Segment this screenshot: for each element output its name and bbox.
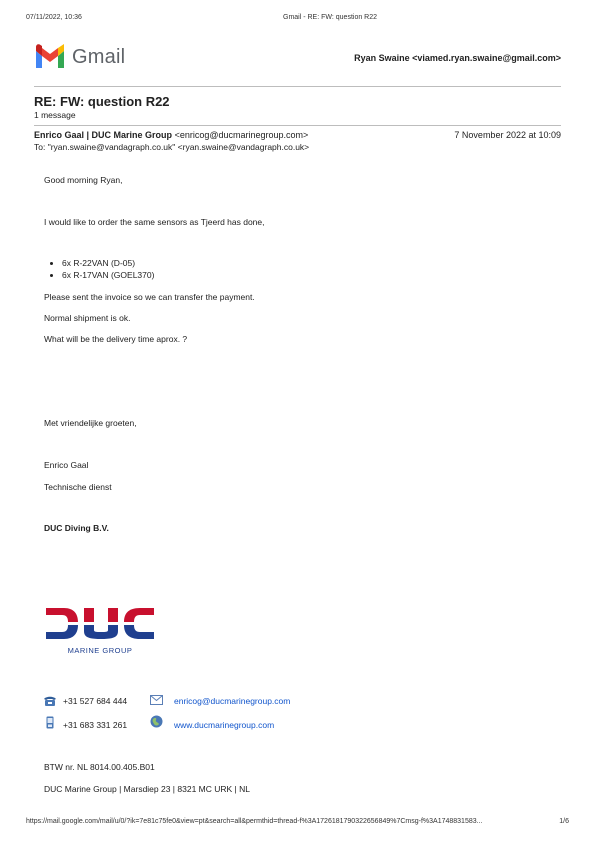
email-link[interactable]: enricog@ducmarinegroup.com [174, 696, 291, 706]
regards-text: Met vriendelijke groeten, [44, 418, 137, 428]
globe-icon [150, 715, 163, 733]
message-date: 7 November 2022 at 10:09 [454, 130, 561, 140]
gmail-wordmark: Gmail [72, 46, 126, 68]
greeting: Good morning Ryan, [44, 175, 123, 185]
invoice-text: Please sent the invoice so we can transfer the payment. [44, 292, 255, 302]
order-list [44, 257, 154, 281]
mobile-number: +31 683 331 261 [63, 720, 128, 730]
signature-name: Enrico Gaal [44, 460, 89, 470]
btw-number: BTW nr. NL 8014.00.405.B01 [44, 762, 155, 772]
print-page-title: Gmail - RE: FW: question R22 [283, 14, 378, 21]
duc-logo [44, 606, 156, 658]
duc-logo-graphic [44, 606, 156, 642]
telephone-icon [44, 693, 56, 711]
sender-email: <enricog@ducmarinegroup.com> [174, 130, 309, 140]
gmail-m-icon [34, 44, 66, 70]
message-divider [34, 125, 561, 126]
signature-department: Technische dienst [44, 482, 112, 492]
message-count: 1 message [34, 110, 76, 120]
website-link[interactable]: www.ducmarinegroup.com [174, 720, 275, 730]
print-url: https://mail.google.com/mail/u/0/?ik=7e81c75fe0&view=pt&search=all&permthid=thread-f%3A1726181790322656849%7Cmsg-f%3A1748831583... [26, 818, 483, 825]
list-item: • 6x R-17VAN (GOEL370) [62, 269, 154, 281]
phone-number: +31 527 684 444 [63, 696, 128, 706]
mobile-phone-icon [46, 716, 54, 734]
thread-subject: RE: FW: question R22 [34, 94, 170, 109]
intro-text: I would like to order the same sensors as Tjeerd has done, [44, 217, 265, 227]
header-divider [34, 86, 561, 87]
gmail-logo[interactable] [34, 44, 66, 75]
sender-line [34, 130, 308, 140]
company-address: DUC Marine Group | Marsdiep 23 | 8321 MC URK | NL [44, 784, 250, 794]
envelope-icon [150, 692, 163, 710]
sender-name: Enrico Gaal | DUC Marine Group [34, 130, 173, 140]
print-page-number: 1/6 [559, 818, 569, 825]
account-info: Ryan Swaine <viamed.ryan.swaine@gmail.com> [354, 53, 561, 63]
logo-text: MARINE GROUP [67, 646, 133, 655]
print-datetime: 07/11/2022, 10:36 [26, 14, 82, 21]
shipment-text: Normal shipment is ok. [44, 313, 131, 323]
question-text: What will be the delivery time aprox. ? [44, 334, 188, 344]
signature-company: DUC Diving B.V. [44, 523, 109, 533]
list-item: • 6x R-22VAN (D-05) [62, 257, 154, 269]
recipient-line: To: "ryan.swaine@vandagraph.co.uk" <ryan.swaine@vandagraph.co.uk> [34, 142, 310, 152]
